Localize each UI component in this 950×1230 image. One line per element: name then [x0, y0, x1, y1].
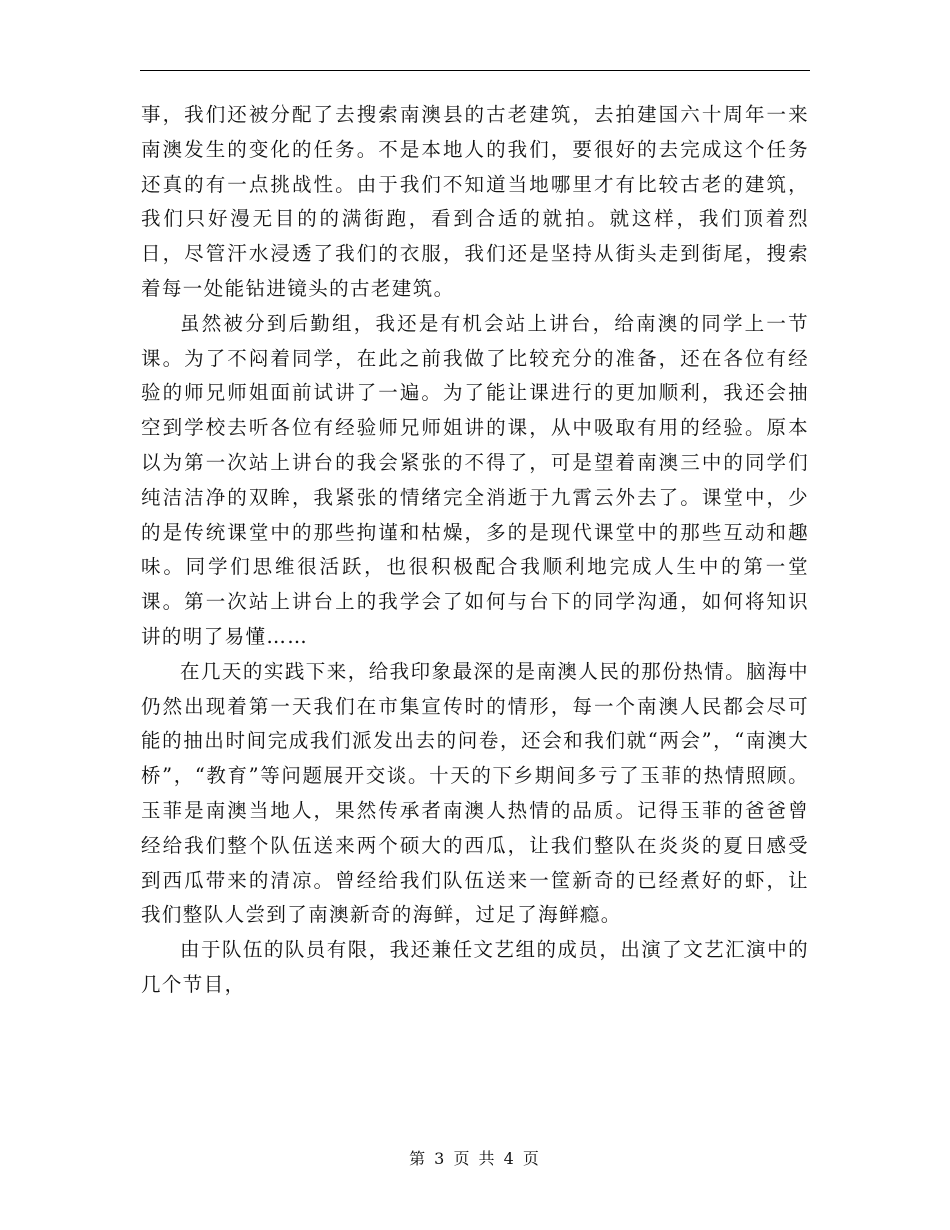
- page-footer: [0, 1146, 950, 1169]
- document-body: [141, 98, 809, 1003]
- header-rule: [140, 70, 810, 71]
- paragraph-1: 事，我们还被分配了去搜索南澳县的古老建筑，去拍建国六十周年一来南澳发生的变化的任务。不是本地人的我们，要很好的去完成这个任务还真的有一点挑战性。由于我们不知道当地哪里才有比较古老的建筑，我们只好漫无目的的满街跑，看到合适的就拍。就这样，我们顶着烈日，尽管汗水浸透了我们的衣服，我们还是坚持从街头走到街尾，搜索着每一处能钻进镜头的古老建筑。: [141, 103, 809, 300]
- page-number-label: 第 3 页 共 4 页: [409, 1149, 541, 1168]
- paragraph-3: 在几天的实践下来，给我印象最深的是南澳人民的那份热情。脑海中仍然出现着第一天我们在市集宣传时的情形，每一个南澳人民都会尽可能的抽出时间完成我们派发出去的问卷，还会和我们就“两会”，“南澳大桥”，“教育”等问题展开交谈。十天的下乡期间多亏了玉菲的热情照顾。玉菲是南澳当地人，果然传承者南澳人热情的品质。记得玉菲的爸爸曾经给我们整个队伍送来两个硕大的西瓜，让我们整队在炎炎的夏日感受到西瓜带来的清凉。曾经给我们队伍送来一筐新奇的已经煮好的虾，让我们整队人尝到了南澳新奇的海鲜，过足了海鲜瘾。: [141, 659, 809, 927]
- paragraph-4: 由于队伍的队员有限，我还兼任文艺组的成员，出演了文艺汇演中的几个节目，: [141, 938, 809, 996]
- paragraph-2: 虽然被分到后勤组，我还是有机会站上讲台，给南澳的同学上一节课。为了不闷着同学，在此之前我做了比较充分的准备，还在各位有经验的师兄师姐面前试讲了一遍。为了能让课进行的更加顺利，我还会抽空到学校去听各位有经验师兄师姐讲的课，从中吸取有用的经验。原本以为第一次站上讲台的我会紧张的不得了，可是望着南澳三中的同学们纯洁洁净的双眸，我紧张的情绪完全消逝于九霄云外去了。课堂中，少的是传统课堂中的那些拘谨和枯燥，多的是现代课堂中的那些互动和趣味。同学们思维很活跃，也很积极配合我顺利地完成人生中的第一堂课。第一次站上讲台上的我学会了如何与台下的同学沟通，如何将知识讲的明了易懂……: [141, 311, 809, 648]
